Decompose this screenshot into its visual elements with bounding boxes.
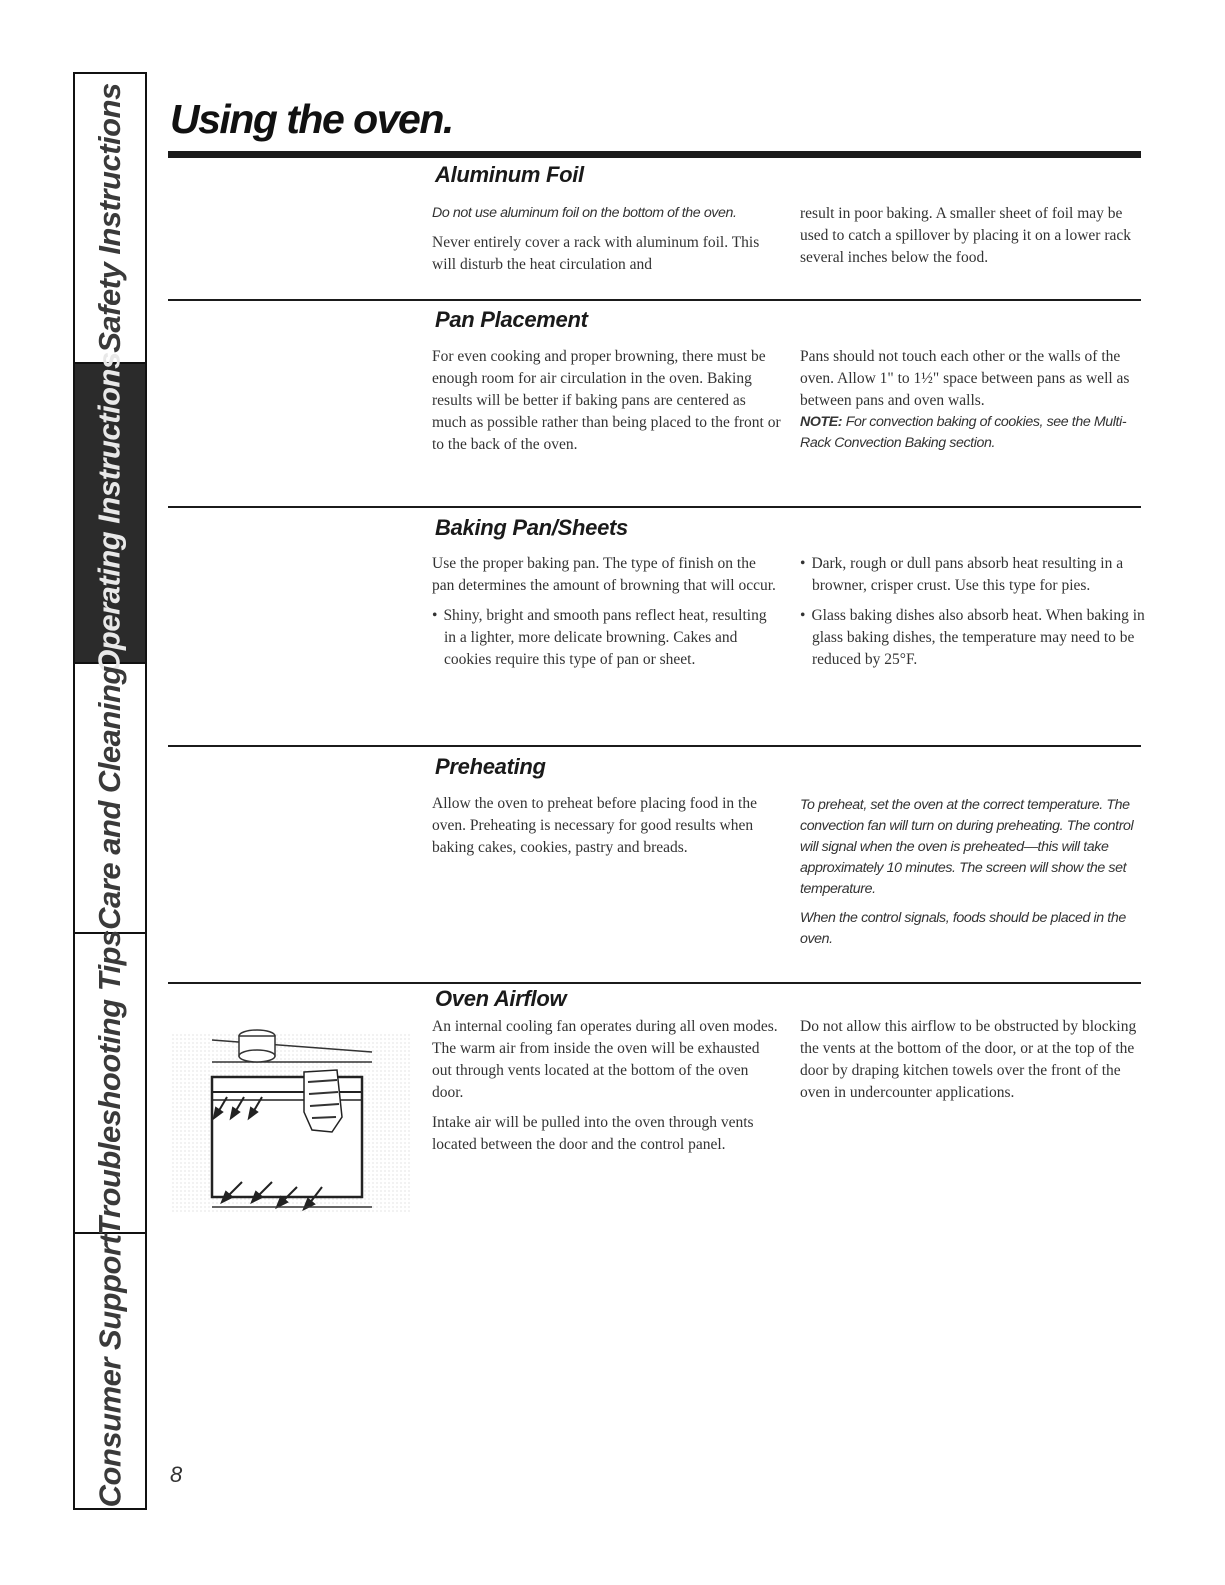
bullet-list	[432, 605, 782, 671]
page-number: 8	[170, 1462, 183, 1487]
body-text: For even cooking and proper browning, there must be enough room for air circulation in the oven. Baking results will be better if baking pans are centered as much as possible rather than being placed to the front or to the back of the oven.	[432, 348, 781, 453]
note-label: NOTE:	[800, 414, 843, 430]
section-divider	[168, 745, 1141, 747]
section-heading-aluminum-foil: Aluminum Foil	[435, 162, 584, 187]
oven-airflow-illustration	[172, 1022, 422, 1222]
tab-label: Troubleshooting Tips	[92, 930, 127, 1236]
aluminum-foil-left-column	[432, 203, 782, 284]
section-heading-pan-placement: Pan Placement	[435, 307, 588, 332]
body-text: result in poor baking. A smaller sheet of foil may be used to catch a spillover by placing it on a lower rack several inches below the food.	[800, 205, 1131, 266]
aluminum-foil-right-column	[800, 203, 1150, 277]
body-text: Allow the oven to preheat before placing food in the oven. Preheating is necessary for good results when baking cakes, cookies, pastry and breads.	[432, 795, 757, 856]
list-item: • Shiny, bright and smooth pans reflect heat, resulting in a lighter, more delicate browning. Cakes and cookies require this type of pan or sheet.	[432, 605, 782, 671]
section-divider	[168, 506, 1141, 508]
preheat-signal-note: When the control signals, foods should be placed in the oven.	[800, 910, 1126, 947]
knob-base	[239, 1050, 275, 1062]
body-text: Never entirely cover a rack with aluminum foil. This will disturb the heat circulation and	[432, 234, 760, 273]
list-item: • Dark, rough or dull pans absorb heat resulting in a browner, crisper crust. Use this type for pies.	[800, 553, 1150, 597]
aluminum-foil-warning: Do not use aluminum foil on the bottom of the oven.	[432, 205, 737, 221]
note-text: For convection baking of cookies, see the Multi-Rack Convection Baking section.	[800, 414, 1127, 451]
body-text: Use the proper baking pan. The type of finish on the pan determines the amount of browning that will occur.	[432, 555, 776, 594]
baking-pans-left-column	[432, 553, 782, 679]
section-heading-baking-pans: Baking Pan/Sheets	[435, 515, 628, 540]
tab-label: Safety Instructions	[92, 83, 127, 353]
preheating-left-column	[432, 793, 782, 867]
tab-operating-instructions[interactable]	[75, 352, 145, 674]
body-text: An internal cooling fan operates during all oven modes. The warm air from inside the oven will be exhausted out through vents located at the bottom of the oven door.	[432, 1018, 778, 1101]
tab-care-and-cleaning[interactable]	[75, 664, 145, 934]
list-item: • Glass baking dishes also absorb heat. When baking in glass baking dishes, the temperature may need to be reduced by 25°F.	[800, 605, 1150, 671]
section-heading-oven-airflow: Oven Airflow	[435, 986, 567, 1011]
oven-airflow-left-column	[432, 1016, 782, 1164]
tab-label: Care and Cleaning	[92, 666, 127, 930]
section-heading-preheating: Preheating	[435, 754, 546, 779]
convection-note	[800, 412, 1150, 454]
section-divider	[168, 982, 1141, 984]
pan-placement-left-column	[432, 346, 782, 464]
oven-airflow-right-column	[800, 1016, 1150, 1112]
title-divider	[168, 151, 1141, 158]
body-text: Pans should not touch each other or the walls of the oven. Allow 1" to 1½" space between pans as well as between pans and oven walls.	[800, 348, 1130, 409]
section-divider	[168, 299, 1141, 301]
pan-placement-right-column	[800, 346, 1150, 462]
page-title: Using the oven.	[170, 96, 453, 142]
baking-pans-right-column	[800, 553, 1150, 679]
bullet-list	[800, 553, 1150, 671]
body-text: Intake air will be pulled into the oven through vents located between the door and the control panel.	[432, 1114, 754, 1153]
body-text: Do not allow this airflow to be obstructed by blocking the vents at the bottom of the door, or at the top of the door by draping kitchen towels over the front of the oven in undercounter applications.	[800, 1018, 1137, 1101]
tab-troubleshooting-tips[interactable]	[75, 930, 145, 1236]
tab-consumer-support[interactable]	[75, 1234, 145, 1508]
preheat-instruction-note: To preheat, set the oven at the correct temperature. The convection fan will turn on during preheating. The control will signal when the oven is preheated—this will take approximately 10 minutes. The screen will show the set temperature.	[800, 797, 1134, 897]
preheating-right-column	[800, 795, 1150, 958]
tab-label: Consumer Support	[92, 1234, 128, 1508]
tab-safety-instructions[interactable]	[75, 74, 145, 364]
tab-label: Operating Instructions	[92, 352, 128, 674]
section-tabs	[73, 72, 147, 1510]
